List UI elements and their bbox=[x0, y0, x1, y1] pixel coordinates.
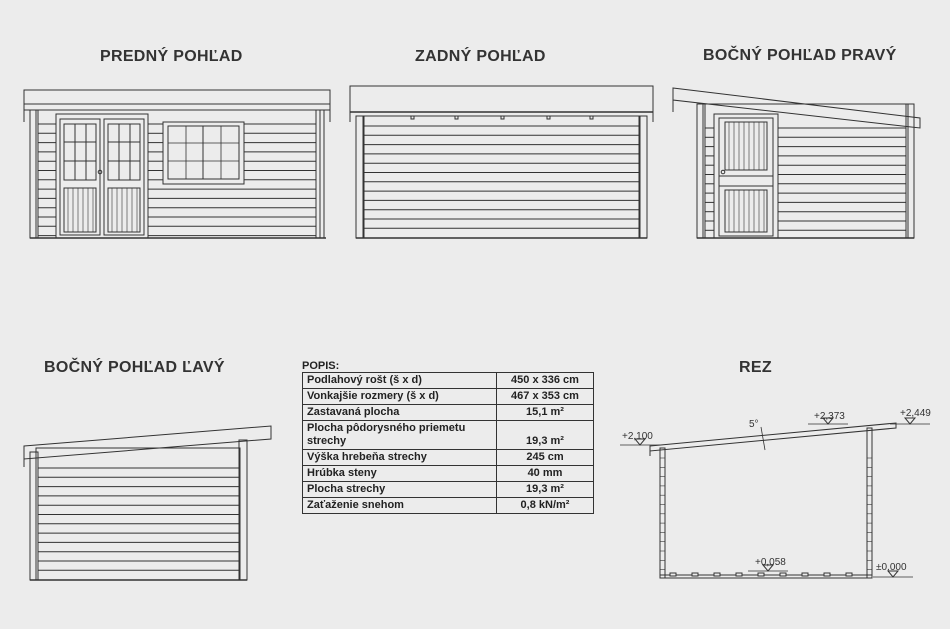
door-handle bbox=[721, 170, 725, 174]
back-elevation bbox=[350, 86, 653, 238]
table-row bbox=[303, 405, 594, 421]
corner-post bbox=[30, 110, 38, 238]
spec-value: 19,3 m² bbox=[497, 421, 594, 450]
floor-joist bbox=[736, 573, 742, 576]
door-panel bbox=[64, 188, 96, 232]
table-row bbox=[303, 373, 594, 389]
floor-joist bbox=[846, 573, 852, 576]
wall-outline bbox=[36, 110, 320, 238]
floor-joist bbox=[758, 573, 764, 576]
spec-value: 0,8 kN/m² bbox=[497, 498, 594, 514]
spec-value: 245 cm bbox=[497, 450, 594, 466]
table-row bbox=[303, 450, 594, 466]
spec-value: 19,3 m² bbox=[497, 482, 594, 498]
spec-value: 40 mm bbox=[497, 466, 594, 482]
table-row bbox=[303, 498, 594, 514]
roof-fascia bbox=[24, 90, 330, 104]
front-view-title: PREDNÝ POHĽAD bbox=[100, 48, 243, 65]
right-side-elevation bbox=[673, 88, 920, 238]
corner-post bbox=[697, 104, 705, 238]
door-panel-bottom bbox=[725, 190, 767, 232]
roof-angle: 5° bbox=[749, 419, 759, 430]
floor-joist bbox=[692, 573, 698, 576]
floor-joist bbox=[714, 573, 720, 576]
door-frame bbox=[56, 114, 148, 238]
ridge-level: +2,373 bbox=[814, 411, 845, 422]
table-row bbox=[303, 421, 594, 450]
table-row bbox=[303, 466, 594, 482]
front-elevation bbox=[24, 90, 330, 238]
table-row bbox=[303, 389, 594, 405]
spec-label: Hrúbka steny bbox=[303, 466, 497, 482]
spec-label: Plocha pôdorysného priemetu strechy bbox=[303, 421, 497, 450]
door-leaf-left bbox=[60, 119, 100, 235]
spec-value: 467 x 353 cm bbox=[497, 389, 594, 405]
spec-heading: POPIS: bbox=[302, 360, 340, 372]
door-panel bbox=[108, 188, 140, 232]
floor-level: +0,058 bbox=[755, 557, 786, 568]
left-side-elevation bbox=[24, 426, 271, 580]
door-glass bbox=[108, 124, 140, 180]
roof-bracket bbox=[590, 116, 593, 119]
floor-joist bbox=[802, 573, 808, 576]
spec-label: Podlahový rošt (š x d) bbox=[303, 373, 497, 389]
spec-table bbox=[302, 372, 594, 514]
floor-joist bbox=[670, 573, 676, 576]
table-row bbox=[303, 482, 594, 498]
spec-label: Vonkajšie rozmery (š x d) bbox=[303, 389, 497, 405]
floor-joist bbox=[824, 573, 830, 576]
right-eave-level: +2,449 bbox=[900, 408, 931, 419]
spec-label: Plocha strechy bbox=[303, 482, 497, 498]
wall-outline bbox=[363, 116, 640, 238]
spec-value: 15,1 m² bbox=[497, 405, 594, 421]
roof-bracket bbox=[547, 116, 550, 119]
roof-slope bbox=[24, 426, 271, 459]
door-panel-top bbox=[725, 122, 767, 170]
door-leaf bbox=[719, 118, 773, 236]
left-side-view-title: BOČNÝ POHĽAD ĽAVÝ bbox=[44, 359, 225, 376]
spec-label: Zastavaná plocha bbox=[303, 405, 497, 421]
section-view-title: REZ bbox=[739, 359, 772, 376]
door-glass bbox=[64, 124, 96, 180]
ground-level: ±0,000 bbox=[876, 562, 907, 573]
roof-slope bbox=[673, 88, 920, 128]
right-side-view-title: BOČNÝ POHĽAD PRAVÝ bbox=[703, 47, 897, 64]
roof-bracket bbox=[411, 116, 414, 119]
roof-bracket bbox=[501, 116, 504, 119]
roof-bracket bbox=[455, 116, 458, 119]
back-view-title: ZADNÝ POHĽAD bbox=[415, 48, 546, 65]
wall-section-right bbox=[867, 428, 872, 578]
left-eave-level: +2,100 bbox=[622, 431, 653, 442]
spec-value: 450 x 336 cm bbox=[497, 373, 594, 389]
spec-table-block bbox=[302, 360, 594, 514]
door-leaf-right bbox=[104, 119, 144, 235]
section-drawing bbox=[620, 418, 930, 578]
floor-joist bbox=[780, 573, 786, 576]
roof-fascia bbox=[350, 86, 653, 112]
roof-section bbox=[650, 423, 896, 451]
corner-post bbox=[30, 452, 38, 580]
spec-label: Výška hrebeňa strechy bbox=[303, 450, 497, 466]
spec-label: Zaťaženie snehom bbox=[303, 498, 497, 514]
